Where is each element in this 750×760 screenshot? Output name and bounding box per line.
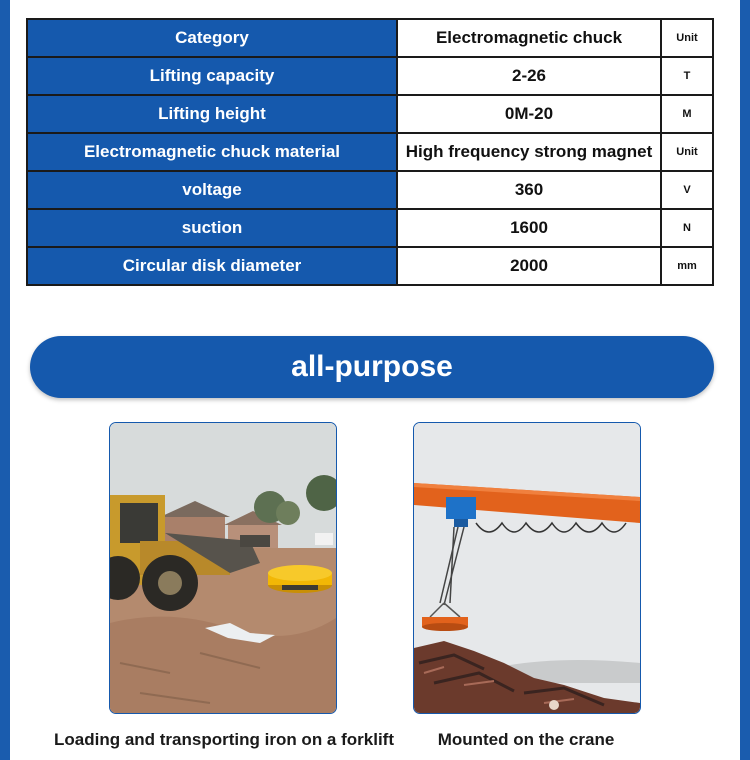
photo-caption: Mounted on the crane (437, 730, 615, 749)
spec-value: Electromagnetic chuck (397, 19, 661, 57)
table-row (27, 19, 713, 57)
spec-label: Lifting capacity (27, 57, 397, 95)
spec-unit: N (661, 209, 713, 247)
spec-value: 0M-20 (397, 95, 661, 133)
spec-value: 360 (397, 171, 661, 209)
section-banner: all-purpose (30, 336, 714, 398)
table-row (27, 57, 713, 95)
right-border-stripe (740, 0, 750, 760)
spec-unit: T (661, 57, 713, 95)
spec-label: Electromagnetic chuck material (27, 133, 397, 171)
spec-value: 2-26 (397, 57, 661, 95)
spec-unit: Unit (661, 19, 713, 57)
spec-unit: mm (661, 247, 713, 285)
photo-caption: Loading and transporting iron on a forklift (54, 730, 394, 749)
spec-label: Category (27, 19, 397, 57)
table-row (27, 247, 713, 285)
spec-value: High frequency strong magnet (397, 133, 661, 171)
crane-photo (413, 422, 641, 714)
spec-unit: M (661, 95, 713, 133)
table-row (27, 171, 713, 209)
table-row (27, 133, 713, 171)
spec-value: 1600 (397, 209, 661, 247)
forklift-photo (109, 422, 337, 714)
spec-label: voltage (27, 171, 397, 209)
spec-label: Lifting height (27, 95, 397, 133)
spec-value: 2000 (397, 247, 661, 285)
spec-label: suction (27, 209, 397, 247)
table-row (27, 95, 713, 133)
spec-table (26, 18, 714, 286)
table-row (27, 209, 713, 247)
spec-label: Circular disk diameter (27, 247, 397, 285)
spec-unit: Unit (661, 133, 713, 171)
spec-unit: V (661, 171, 713, 209)
left-border-stripe (0, 0, 10, 760)
